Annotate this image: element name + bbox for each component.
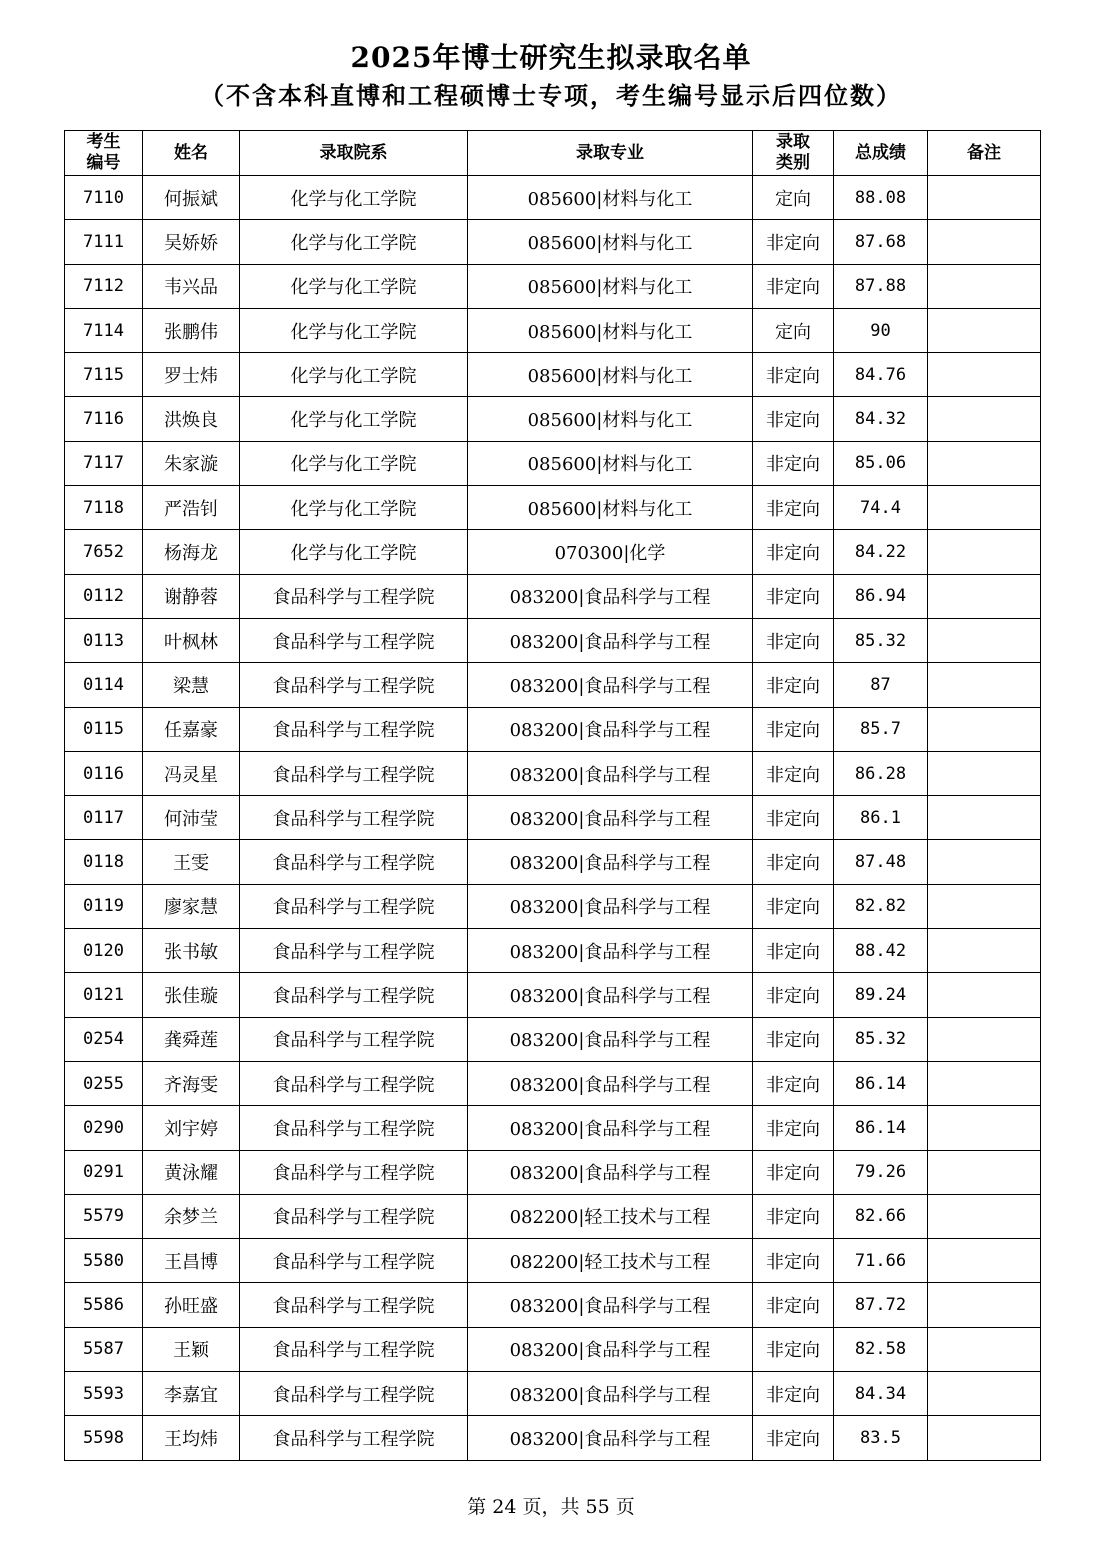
table-row xyxy=(65,929,1041,973)
cell-candidate-id: 0117 xyxy=(65,796,143,840)
table-row xyxy=(65,264,1041,308)
cell-candidate-id: 5579 xyxy=(65,1194,143,1238)
cell-department: 食品科学与工程学院 xyxy=(240,1194,468,1238)
cell-total-score: 86.28 xyxy=(834,751,928,795)
cell-name: 严浩钊 xyxy=(143,486,240,530)
cell-remarks xyxy=(928,1372,1041,1416)
cell-admission-type: 非定向 xyxy=(753,884,834,928)
cell-remarks xyxy=(928,397,1041,441)
cell-remarks xyxy=(928,707,1041,751)
cell-remarks xyxy=(928,486,1041,530)
cell-remarks xyxy=(928,1327,1041,1371)
cell-admission-type: 非定向 xyxy=(753,574,834,618)
header-candidate-id: 考生 编号 xyxy=(65,131,143,176)
table-row xyxy=(65,397,1041,441)
cell-major: 083200|食品科学与工程 xyxy=(468,1106,753,1150)
cell-department: 食品科学与工程学院 xyxy=(240,1106,468,1150)
table-row xyxy=(65,1372,1041,1416)
cell-admission-type: 非定向 xyxy=(753,530,834,574)
cell-major: 082200|轻工技术与工程 xyxy=(468,1194,753,1238)
cell-department: 食品科学与工程学院 xyxy=(240,618,468,662)
cell-major: 083200|食品科学与工程 xyxy=(468,796,753,840)
cell-department: 食品科学与工程学院 xyxy=(240,574,468,618)
cell-major: 085600|材料与化工 xyxy=(468,353,753,397)
cell-major: 083200|食品科学与工程 xyxy=(468,884,753,928)
cell-admission-type: 非定向 xyxy=(753,751,834,795)
cell-name: 叶枫林 xyxy=(143,618,240,662)
cell-remarks xyxy=(928,220,1041,264)
cell-major: 083200|食品科学与工程 xyxy=(468,929,753,973)
header-major: 录取专业 xyxy=(468,131,753,176)
page-subtitle: （不含本科直博和工程硕博士专项，考生编号显示后四位数） xyxy=(200,81,902,110)
cell-department: 食品科学与工程学院 xyxy=(240,1327,468,1371)
cell-admission-type: 非定向 xyxy=(753,796,834,840)
cell-major: 083200|食品科学与工程 xyxy=(468,973,753,1017)
cell-name: 张鹏伟 xyxy=(143,308,240,352)
cell-major: 083200|食品科学与工程 xyxy=(468,1061,753,1105)
table-row xyxy=(65,1283,1041,1327)
table-row xyxy=(65,530,1041,574)
cell-name: 王均炜 xyxy=(143,1416,240,1460)
cell-remarks xyxy=(928,308,1041,352)
cell-remarks xyxy=(928,840,1041,884)
cell-remarks xyxy=(928,1106,1041,1150)
cell-total-score: 85.06 xyxy=(834,441,928,485)
cell-department: 化学与化工学院 xyxy=(240,486,468,530)
table-header-row xyxy=(65,131,1041,176)
cell-candidate-id: 7116 xyxy=(65,397,143,441)
cell-major: 085600|材料与化工 xyxy=(468,486,753,530)
cell-name: 王昌博 xyxy=(143,1239,240,1283)
cell-major: 083200|食品科学与工程 xyxy=(468,1372,753,1416)
cell-name: 杨海龙 xyxy=(143,530,240,574)
cell-total-score: 74.4 xyxy=(834,486,928,530)
cell-total-score: 85.7 xyxy=(834,707,928,751)
cell-remarks xyxy=(928,441,1041,485)
cell-total-score: 87 xyxy=(834,663,928,707)
table-row xyxy=(65,618,1041,662)
cell-candidate-id: 0118 xyxy=(65,840,143,884)
cell-major: 083200|食品科学与工程 xyxy=(468,751,753,795)
cell-major: 085600|材料与化工 xyxy=(468,220,753,264)
cell-department: 食品科学与工程学院 xyxy=(240,1061,468,1105)
cell-total-score: 84.34 xyxy=(834,1372,928,1416)
table-row xyxy=(65,663,1041,707)
cell-name: 吴娇娇 xyxy=(143,220,240,264)
cell-candidate-id: 7652 xyxy=(65,530,143,574)
cell-admission-type: 非定向 xyxy=(753,1283,834,1327)
cell-major: 083200|食品科学与工程 xyxy=(468,1017,753,1061)
cell-admission-type: 非定向 xyxy=(753,1327,834,1371)
cell-total-score: 89.24 xyxy=(834,973,928,1017)
cell-name: 龚舜莲 xyxy=(143,1017,240,1061)
cell-name: 洪焕良 xyxy=(143,397,240,441)
cell-major: 083200|食品科学与工程 xyxy=(468,1416,753,1460)
cell-remarks xyxy=(928,574,1041,618)
table-row xyxy=(65,796,1041,840)
cell-total-score: 79.26 xyxy=(834,1150,928,1194)
cell-department: 化学与化工学院 xyxy=(240,353,468,397)
cell-total-score: 82.58 xyxy=(834,1327,928,1371)
cell-remarks xyxy=(928,929,1041,973)
cell-admission-type: 非定向 xyxy=(753,973,834,1017)
cell-total-score: 86.94 xyxy=(834,574,928,618)
cell-total-score: 85.32 xyxy=(834,618,928,662)
cell-department: 食品科学与工程学院 xyxy=(240,796,468,840)
cell-major: 082200|轻工技术与工程 xyxy=(468,1239,753,1283)
cell-department: 食品科学与工程学院 xyxy=(240,884,468,928)
cell-department: 食品科学与工程学院 xyxy=(240,1372,468,1416)
cell-admission-type: 定向 xyxy=(753,176,834,220)
cell-name: 任嘉豪 xyxy=(143,707,240,751)
cell-major: 083200|食品科学与工程 xyxy=(468,1283,753,1327)
cell-major: 085600|材料与化工 xyxy=(468,441,753,485)
cell-total-score: 86.14 xyxy=(834,1106,928,1150)
cell-department: 化学与化工学院 xyxy=(240,441,468,485)
cell-remarks xyxy=(928,1416,1041,1460)
cell-major: 070300|化学 xyxy=(468,530,753,574)
cell-admission-type: 非定向 xyxy=(753,1106,834,1150)
cell-candidate-id: 5586 xyxy=(65,1283,143,1327)
cell-candidate-id: 7118 xyxy=(65,486,143,530)
cell-name: 韦兴品 xyxy=(143,264,240,308)
header-department: 录取院系 xyxy=(240,131,468,176)
cell-name: 冯灵星 xyxy=(143,751,240,795)
cell-candidate-id: 0290 xyxy=(65,1106,143,1150)
cell-department: 食品科学与工程学院 xyxy=(240,1239,468,1283)
cell-major: 085600|材料与化工 xyxy=(468,264,753,308)
cell-admission-type: 非定向 xyxy=(753,353,834,397)
cell-remarks xyxy=(928,1150,1041,1194)
header-name: 姓名 xyxy=(143,131,240,176)
cell-total-score: 71.66 xyxy=(834,1239,928,1283)
cell-candidate-id: 0112 xyxy=(65,574,143,618)
cell-candidate-id: 0114 xyxy=(65,663,143,707)
cell-admission-type: 非定向 xyxy=(753,1017,834,1061)
table-row xyxy=(65,840,1041,884)
cell-admission-type: 非定向 xyxy=(753,264,834,308)
cell-name: 罗士炜 xyxy=(143,353,240,397)
cell-total-score: 88.42 xyxy=(834,929,928,973)
cell-remarks xyxy=(928,973,1041,1017)
table-row xyxy=(65,1061,1041,1105)
page-title: 2025年博士研究生拟录取名单 xyxy=(350,41,752,74)
cell-candidate-id: 0254 xyxy=(65,1017,143,1061)
cell-total-score: 84.22 xyxy=(834,530,928,574)
cell-remarks xyxy=(928,1061,1041,1105)
table-row xyxy=(65,1416,1041,1460)
cell-candidate-id: 5598 xyxy=(65,1416,143,1460)
cell-admission-type: 非定向 xyxy=(753,1150,834,1194)
cell-remarks xyxy=(928,751,1041,795)
cell-major: 083200|食品科学与工程 xyxy=(468,1327,753,1371)
cell-candidate-id: 7110 xyxy=(65,176,143,220)
cell-total-score: 86.1 xyxy=(834,796,928,840)
cell-admission-type: 非定向 xyxy=(753,840,834,884)
table-row xyxy=(65,486,1041,530)
cell-admission-type: 非定向 xyxy=(753,1194,834,1238)
cell-major: 083200|食品科学与工程 xyxy=(468,618,753,662)
cell-name: 余梦兰 xyxy=(143,1194,240,1238)
cell-admission-type: 非定向 xyxy=(753,397,834,441)
cell-remarks xyxy=(928,618,1041,662)
cell-name: 刘宇婷 xyxy=(143,1106,240,1150)
cell-name: 梁慧 xyxy=(143,663,240,707)
cell-department: 化学与化工学院 xyxy=(240,397,468,441)
table-row xyxy=(65,176,1041,220)
cell-candidate-id: 7111 xyxy=(65,220,143,264)
cell-major: 083200|食品科学与工程 xyxy=(468,663,753,707)
header-admission-type: 录取 类别 xyxy=(753,131,834,176)
cell-admission-type: 非定向 xyxy=(753,1372,834,1416)
cell-candidate-id: 0255 xyxy=(65,1061,143,1105)
cell-remarks xyxy=(928,1017,1041,1061)
page-footer: 第 24 页，共 55 页 xyxy=(467,1496,635,1518)
header-remarks: 备注 xyxy=(928,131,1041,176)
cell-candidate-id: 5587 xyxy=(65,1327,143,1371)
cell-department: 食品科学与工程学院 xyxy=(240,840,468,884)
cell-name: 李嘉宜 xyxy=(143,1372,240,1416)
cell-total-score: 88.08 xyxy=(834,176,928,220)
cell-admission-type: 非定向 xyxy=(753,663,834,707)
cell-name: 廖家慧 xyxy=(143,884,240,928)
cell-major: 085600|材料与化工 xyxy=(468,397,753,441)
cell-total-score: 82.66 xyxy=(834,1194,928,1238)
cell-admission-type: 非定向 xyxy=(753,707,834,751)
cell-total-score: 84.76 xyxy=(834,353,928,397)
cell-name: 何振斌 xyxy=(143,176,240,220)
cell-department: 食品科学与工程学院 xyxy=(240,1416,468,1460)
cell-total-score: 90 xyxy=(834,308,928,352)
cell-admission-type: 定向 xyxy=(753,308,834,352)
table-row xyxy=(65,884,1041,928)
admission-table xyxy=(64,130,1041,1461)
cell-candidate-id: 0120 xyxy=(65,929,143,973)
cell-name: 王雯 xyxy=(143,840,240,884)
cell-remarks xyxy=(928,1283,1041,1327)
cell-department: 食品科学与工程学院 xyxy=(240,663,468,707)
table-row xyxy=(65,1327,1041,1371)
table-row xyxy=(65,220,1041,264)
cell-major: 083200|食品科学与工程 xyxy=(468,840,753,884)
cell-department: 食品科学与工程学院 xyxy=(240,1017,468,1061)
cell-candidate-id: 5593 xyxy=(65,1372,143,1416)
cell-candidate-id: 7117 xyxy=(65,441,143,485)
cell-total-score: 87.72 xyxy=(834,1283,928,1327)
table-row xyxy=(65,1106,1041,1150)
table-row xyxy=(65,1239,1041,1283)
cell-department: 化学与化工学院 xyxy=(240,308,468,352)
cell-total-score: 85.32 xyxy=(834,1017,928,1061)
cell-remarks xyxy=(928,1239,1041,1283)
cell-major: 083200|食品科学与工程 xyxy=(468,1150,753,1194)
table-row xyxy=(65,308,1041,352)
cell-admission-type: 非定向 xyxy=(753,1416,834,1460)
cell-admission-type: 非定向 xyxy=(753,929,834,973)
cell-department: 化学与化工学院 xyxy=(240,264,468,308)
cell-remarks xyxy=(928,530,1041,574)
table-row xyxy=(65,751,1041,795)
cell-name: 孙旺盛 xyxy=(143,1283,240,1327)
cell-admission-type: 非定向 xyxy=(753,486,834,530)
cell-admission-type: 非定向 xyxy=(753,220,834,264)
cell-major: 083200|食品科学与工程 xyxy=(468,574,753,618)
cell-total-score: 87.68 xyxy=(834,220,928,264)
cell-major: 085600|材料与化工 xyxy=(468,176,753,220)
cell-admission-type: 非定向 xyxy=(753,1239,834,1283)
cell-name: 张书敏 xyxy=(143,929,240,973)
cell-department: 食品科学与工程学院 xyxy=(240,1283,468,1327)
table-row xyxy=(65,441,1041,485)
cell-remarks xyxy=(928,353,1041,397)
cell-candidate-id: 0115 xyxy=(65,707,143,751)
cell-candidate-id: 0121 xyxy=(65,973,143,1017)
cell-candidate-id: 7115 xyxy=(65,353,143,397)
cell-remarks xyxy=(928,176,1041,220)
cell-candidate-id: 5580 xyxy=(65,1239,143,1283)
cell-admission-type: 非定向 xyxy=(753,1061,834,1105)
table-row xyxy=(65,1017,1041,1061)
cell-department: 化学与化工学院 xyxy=(240,176,468,220)
cell-remarks xyxy=(928,663,1041,707)
table-row xyxy=(65,707,1041,751)
cell-department: 食品科学与工程学院 xyxy=(240,751,468,795)
cell-department: 食品科学与工程学院 xyxy=(240,707,468,751)
table-row xyxy=(65,973,1041,1017)
cell-major: 083200|食品科学与工程 xyxy=(468,707,753,751)
cell-name: 谢静蓉 xyxy=(143,574,240,618)
cell-candidate-id: 7114 xyxy=(65,308,143,352)
cell-total-score: 87.88 xyxy=(834,264,928,308)
cell-major: 085600|材料与化工 xyxy=(468,308,753,352)
cell-remarks xyxy=(928,264,1041,308)
cell-total-score: 87.48 xyxy=(834,840,928,884)
header-total-score: 总成绩 xyxy=(834,131,928,176)
cell-candidate-id: 7112 xyxy=(65,264,143,308)
table-row xyxy=(65,574,1041,618)
cell-admission-type: 非定向 xyxy=(753,618,834,662)
cell-name: 黄泳耀 xyxy=(143,1150,240,1194)
cell-department: 化学与化工学院 xyxy=(240,220,468,264)
cell-name: 王颖 xyxy=(143,1327,240,1371)
cell-remarks xyxy=(928,796,1041,840)
cell-admission-type: 非定向 xyxy=(753,441,834,485)
table-row xyxy=(65,353,1041,397)
cell-total-score: 82.82 xyxy=(834,884,928,928)
cell-department: 食品科学与工程学院 xyxy=(240,1150,468,1194)
cell-name: 齐海雯 xyxy=(143,1061,240,1105)
cell-department: 食品科学与工程学院 xyxy=(240,973,468,1017)
cell-candidate-id: 0116 xyxy=(65,751,143,795)
cell-candidate-id: 0291 xyxy=(65,1150,143,1194)
table-row xyxy=(65,1150,1041,1194)
cell-candidate-id: 0119 xyxy=(65,884,143,928)
cell-remarks xyxy=(928,1194,1041,1238)
cell-total-score: 84.32 xyxy=(834,397,928,441)
cell-name: 何沛莹 xyxy=(143,796,240,840)
cell-department: 化学与化工学院 xyxy=(240,530,468,574)
cell-department: 食品科学与工程学院 xyxy=(240,929,468,973)
cell-candidate-id: 0113 xyxy=(65,618,143,662)
table-row xyxy=(65,1194,1041,1238)
cell-remarks xyxy=(928,884,1041,928)
cell-total-score: 86.14 xyxy=(834,1061,928,1105)
cell-name: 张佳璇 xyxy=(143,973,240,1017)
cell-name: 朱家漩 xyxy=(143,441,240,485)
cell-total-score: 83.5 xyxy=(834,1416,928,1460)
